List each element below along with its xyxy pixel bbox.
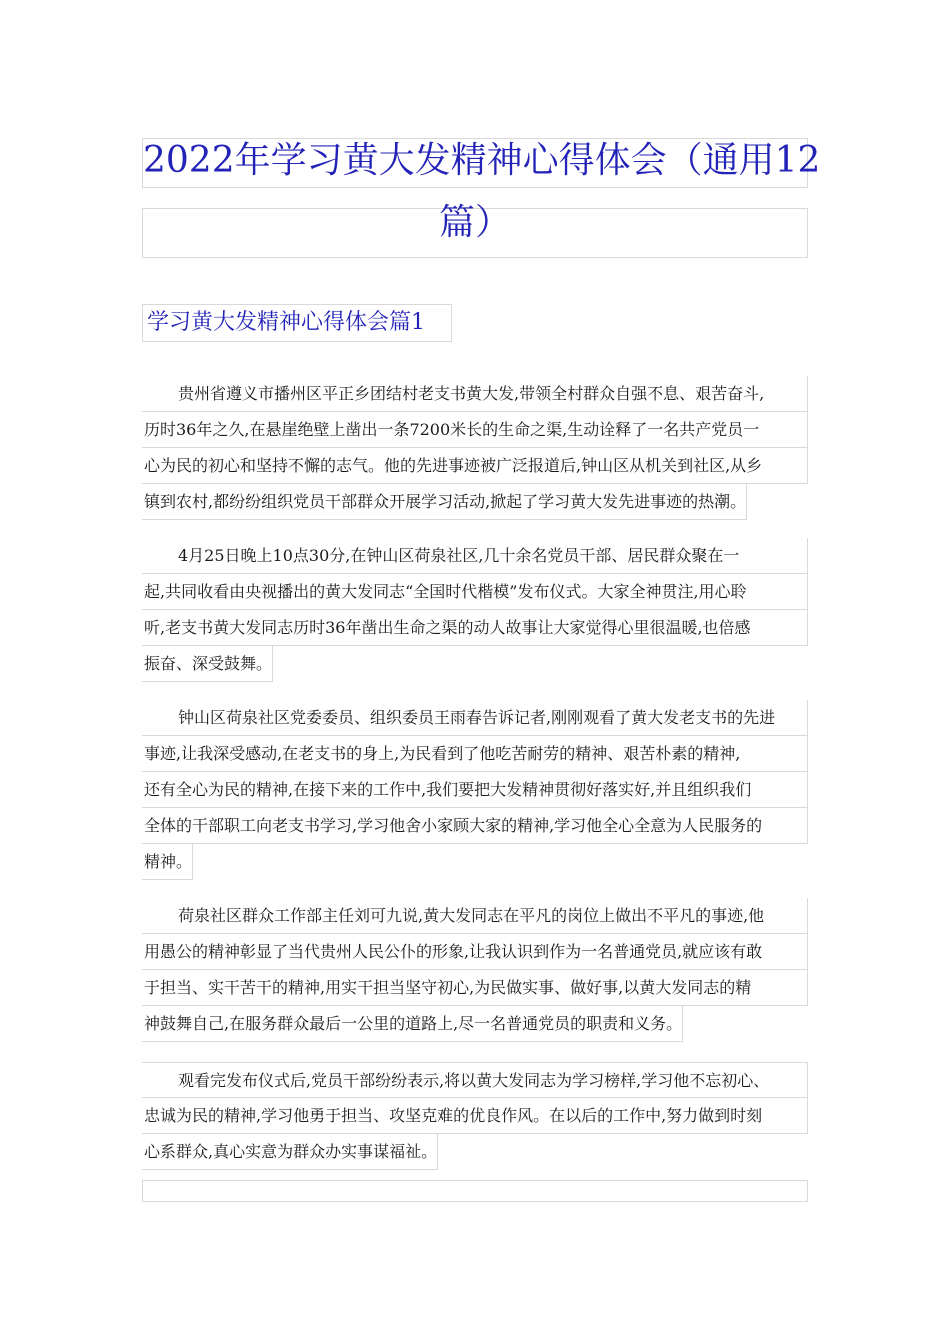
paragraph-line: 心系群众,真心实意为群众办实事谋福祉。: [142, 1134, 438, 1170]
paragraph-1: [142, 376, 808, 524]
paragraph-line: 荷泉社区群众工作部主任刘可九说,黄大发同志在平凡的岗位上做出不平凡的事迹,他: [142, 898, 808, 934]
paragraph-4: [142, 898, 808, 1046]
paragraph-line: 振奋、深受鼓舞。: [142, 646, 273, 682]
title-box-line2: [142, 202, 808, 258]
paragraph-3: [142, 700, 808, 884]
paragraph-line: 钟山区荷泉社区党委委员、组织委员王雨春告诉记者,刚刚观看了黄大发老支书的先进: [142, 700, 808, 736]
paragraph-line: 镇到农村,都纷纷组织党员干部群众开展学习活动,掀起了学习黄大发先进事迹的热潮。: [142, 484, 747, 520]
document-title-line2: 篇）: [438, 202, 511, 243]
paragraph-line: 事迹,让我深受感动,在老支书的身上,为民看到了他吃苦耐劳的精神、艰苦朴素的精神,: [142, 736, 808, 772]
paragraph-line: 于担当、实干苦干的精神,用实干担当坚守初心,为民做实事、做好事,以黄大发同志的精: [142, 970, 808, 1006]
paragraph-line: 精神。: [142, 844, 193, 880]
paragraph-line: 听,老支书黄大发同志历时36年凿出生命之渠的动人故事让大家觉得心里很温暖,也倍感: [142, 610, 808, 646]
section-heading: 学习黄大发精神心得体会篇1: [142, 304, 452, 342]
paragraph-5: [142, 1062, 808, 1174]
paragraph-line: 4月25日晚上10点30分,在钟山区荷泉社区,几十余名党员干部、居民群众聚在一: [142, 538, 808, 574]
paragraph-line: 心为民的初心和坚持不懈的志气。他的先进事迹被广泛报道后,钟山区从机关到社区,从乡: [142, 448, 808, 484]
paragraph-line: 起,共同收看由央视播出的黄大发同志“全国时代楷模”发布仪式。大家全神贯注,用心聆: [142, 574, 808, 610]
paragraph-line: 忠诚为民的精神,学习他勇于担当、攻坚克难的优良作风。在以后的工作中,努力做到时刻: [142, 1098, 808, 1134]
document-title-line1: 2022年学习黄大发精神心得体会（通用12: [143, 140, 821, 181]
paragraph-2: [142, 538, 808, 686]
paragraph-line: 神鼓舞自己,在服务群众最后一公里的道路上,尽一名普通党员的职责和义务。: [142, 1006, 683, 1042]
paragraph-line: 还有全心为民的精神,在接下来的工作中,我们要把大发精神贯彻好落实好,并且组织我们: [142, 772, 808, 808]
title-box-line1: [142, 138, 821, 188]
empty-text-box: [142, 1180, 808, 1202]
paragraph-line: 历时36年之久,在悬崖绝壁上凿出一条7200米长的生命之渠,生动诠释了一名共产党员一: [142, 412, 808, 448]
paragraph-line: 贵州省遵义市播州区平正乡团结村老支书黄大发,带领全村群众自强不息、艰苦奋斗,: [142, 376, 808, 412]
paragraph-line: 观看完发布仪式后,党员干部纷纷表示,将以黄大发同志为学习榜样,学习他不忘初心、: [142, 1062, 808, 1098]
paragraph-line: 用愚公的精神彰显了当代贵州人民公仆的形象,让我认识到作为一名普通党员,就应该有敢: [142, 934, 808, 970]
paragraph-line: 全体的干部职工向老支书学习,学习他舍小家顾大家的精神,学习他全心全意为人民服务的: [142, 808, 808, 844]
